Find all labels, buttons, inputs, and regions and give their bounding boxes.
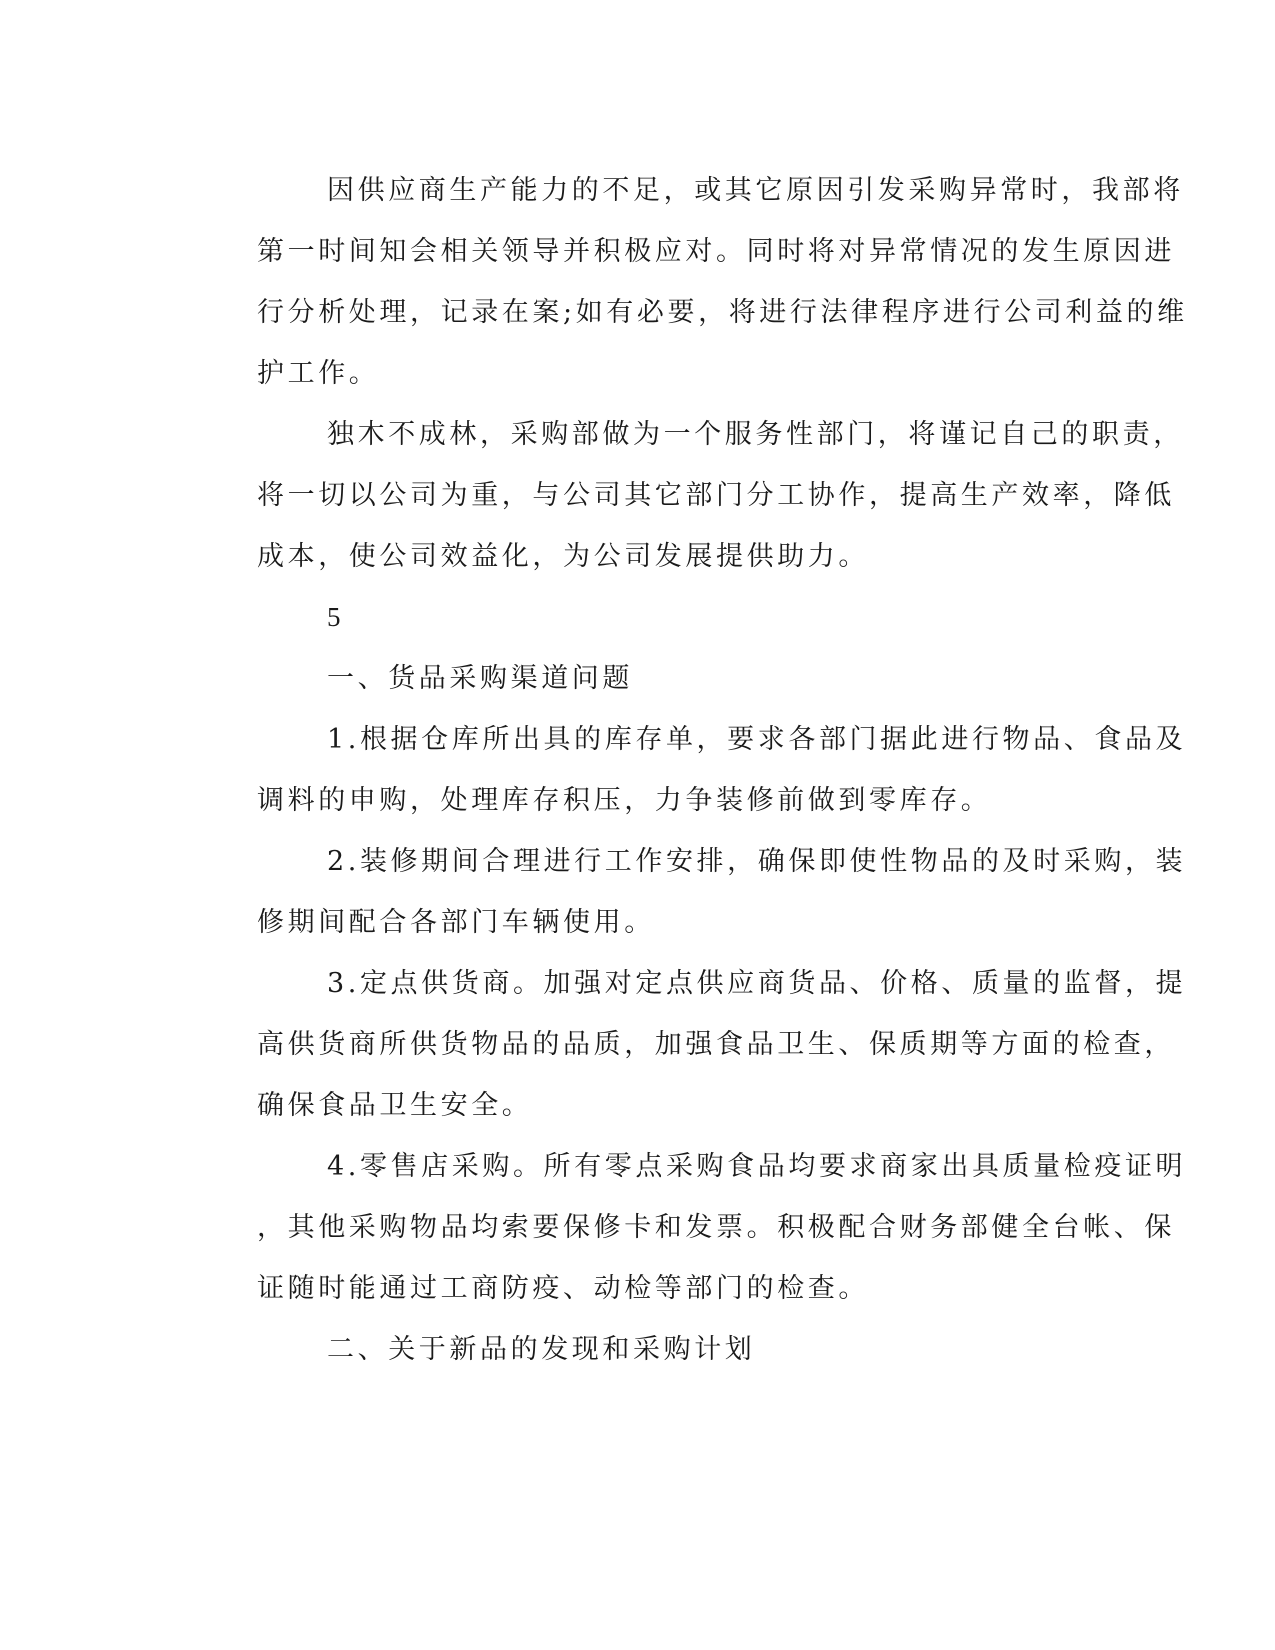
heading-purchasing-channels bbox=[187, 648, 1067, 709]
section-number bbox=[187, 587, 1067, 648]
list-item-3 bbox=[187, 953, 1187, 1136]
text-line: 成本，使公司效益化，为公司发展提供助力。 bbox=[257, 541, 869, 572]
text-line: 二、关于新品的发现和采购计划 bbox=[327, 1334, 756, 1365]
document-body bbox=[187, 160, 1188, 1380]
text-line: 将一切以公司为重，与公司其它部门分工协作，提高生产效率，降低 bbox=[257, 480, 1175, 511]
list-item-4 bbox=[187, 1136, 1187, 1319]
text-line: 5 bbox=[327, 602, 345, 632]
heading-new-products bbox=[187, 1319, 1067, 1380]
text-line: 高供货商所供货物品的品质，加强食品卫生、保质期等方面的检查， bbox=[257, 1029, 1175, 1060]
text-line: 确保食品卫生安全。 bbox=[257, 1090, 533, 1121]
text-line: ，其他采购物品均索要保修卡和发票。积极配合财务部健全台帐、保 bbox=[257, 1212, 1175, 1243]
list-item-2 bbox=[187, 831, 1187, 953]
text-line: 一、货品采购渠道问题 bbox=[327, 663, 633, 694]
text-line: 第一时间知会相关领导并积极应对。同时将对异常情况的发生原因进 bbox=[257, 236, 1175, 267]
text-line: 2.装修期间合理进行工作安排，确保即使性物品的及时采购，装 bbox=[327, 846, 1187, 877]
text-line: 1.根据仓库所出具的库存单，要求各部门据此进行物品、食品及 bbox=[327, 724, 1187, 755]
text-line: 行分析处理，记录在案;如有必要，将进行法律程序进行公司利益的维 bbox=[257, 297, 1188, 328]
text-line: 因供应商生产能力的不足，或其它原因引发采购异常时，我部将 bbox=[327, 175, 1184, 206]
text-line: 独木不成林，采购部做为一个服务性部门，将谨记自己的职责， bbox=[327, 419, 1184, 450]
list-item-1 bbox=[187, 709, 1187, 831]
paragraph-procurement-exception bbox=[187, 160, 1188, 404]
text-line: 4.零售店采购。所有零点采购食品均要求商家出具质量检疫证明 bbox=[327, 1151, 1187, 1182]
text-line: 护工作。 bbox=[257, 358, 380, 389]
text-line: 调料的申购，处理库存积压，力争装修前做到零库存。 bbox=[257, 785, 992, 816]
text-line: 证随时能通过工商防疫、动检等部门的检查。 bbox=[257, 1273, 869, 1304]
paragraph-service-department bbox=[187, 404, 1184, 587]
text-line: 修期间配合各部门车辆使用。 bbox=[257, 907, 655, 938]
text-line: 3.定点供货商。加强对定点供应商货品、价格、质量的监督，提 bbox=[327, 968, 1187, 999]
